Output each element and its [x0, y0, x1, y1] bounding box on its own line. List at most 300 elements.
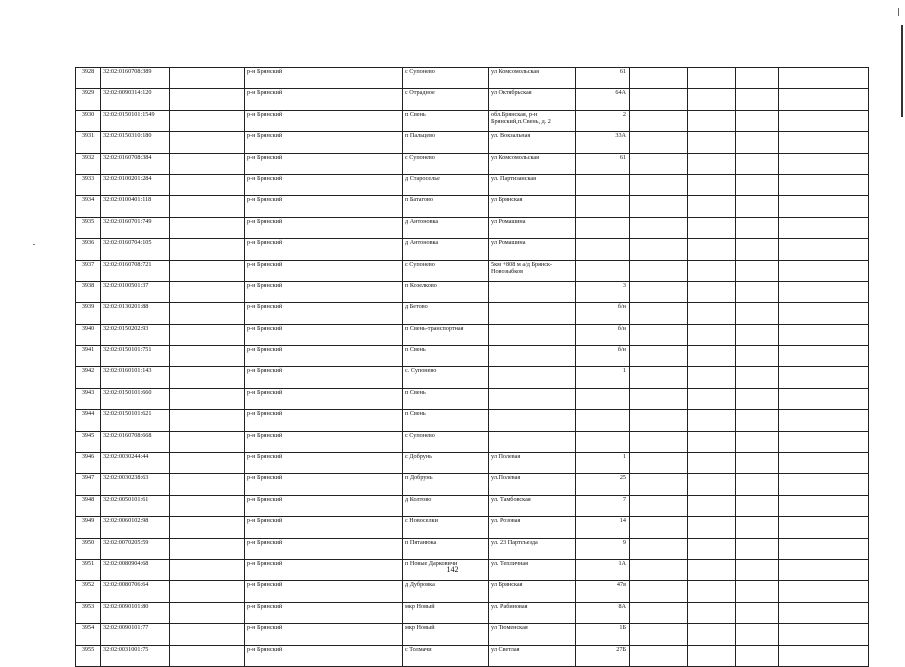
scan-edge-mark	[901, 25, 903, 117]
cadastral-number-cell: 32:02:0030244:44	[101, 453, 170, 474]
street-cell: ул Ромашина	[489, 217, 576, 238]
empty-cell	[630, 260, 688, 281]
empty-cell	[688, 346, 736, 367]
street-cell: ул Ромашина	[489, 239, 576, 260]
street-cell: ул. Розовая	[489, 517, 576, 538]
cadastral-number-cell: 32:02:0160704:105	[101, 239, 170, 260]
settlement-cell: с Супонево	[403, 260, 489, 281]
empty-cell	[170, 431, 245, 452]
settlement-cell: п Новые Дарковичи	[403, 559, 489, 580]
cadastral-number-cell: 32:02:0080904:68	[101, 559, 170, 580]
empty-cell	[630, 645, 688, 666]
settlement-cell: мкр Новый	[403, 624, 489, 645]
empty-cell	[630, 196, 688, 217]
street-cell: обл.Брянская, р-н Брянский,п.Свень, д. 2	[489, 110, 576, 131]
house-number-cell: 61	[576, 153, 630, 174]
house-number-cell	[576, 260, 630, 281]
empty-cell	[736, 495, 779, 516]
cadastral-number-cell: 32:02:0150101:621	[101, 410, 170, 431]
house-number-cell: 25	[576, 474, 630, 495]
settlement-cell: с Новоселки	[403, 517, 489, 538]
empty-cell	[170, 324, 245, 345]
street-cell	[489, 410, 576, 431]
table-row	[76, 260, 869, 281]
empty-cell	[736, 303, 779, 324]
cadastral-number-cell: 32:02:0160708:721	[101, 260, 170, 281]
table-row	[76, 324, 869, 345]
empty-cell	[779, 346, 869, 367]
cadastral-number-cell: 32:02:0160708:384	[101, 153, 170, 174]
empty-cell	[170, 303, 245, 324]
empty-cell	[736, 174, 779, 195]
empty-cell	[688, 517, 736, 538]
table-row	[76, 281, 869, 302]
district-cell: р-н Брянский	[245, 217, 403, 238]
settlement-cell: д Дубровка	[403, 581, 489, 602]
empty-cell	[736, 346, 779, 367]
district-cell: р-н Брянский	[245, 367, 403, 388]
cadastral-number-cell: 32:02:0150101:1549	[101, 110, 170, 131]
settlement-cell: с Супонево	[403, 68, 489, 89]
house-number-cell	[576, 174, 630, 195]
row-number-cell: 3942	[76, 367, 101, 388]
empty-cell	[779, 431, 869, 452]
empty-cell	[630, 453, 688, 474]
house-number-cell: 64А	[576, 89, 630, 110]
empty-cell	[630, 303, 688, 324]
street-cell: ул Полевая	[489, 453, 576, 474]
row-number-cell: 3955	[76, 645, 101, 666]
empty-cell	[688, 68, 736, 89]
empty-cell	[779, 196, 869, 217]
empty-cell	[688, 324, 736, 345]
empty-cell	[170, 474, 245, 495]
empty-cell	[688, 581, 736, 602]
cadastral-number-cell: 32:02:0160708:389	[101, 68, 170, 89]
table-row	[76, 174, 869, 195]
empty-cell	[630, 495, 688, 516]
empty-cell	[170, 260, 245, 281]
row-number-cell: 3931	[76, 132, 101, 153]
street-cell	[489, 431, 576, 452]
empty-cell	[779, 495, 869, 516]
empty-cell	[779, 538, 869, 559]
empty-cell	[170, 217, 245, 238]
empty-cell	[736, 110, 779, 131]
empty-cell	[630, 581, 688, 602]
street-cell: ул Тюменская	[489, 624, 576, 645]
empty-cell	[688, 431, 736, 452]
empty-cell	[779, 303, 869, 324]
house-number-cell: 27Б	[576, 645, 630, 666]
empty-cell	[688, 474, 736, 495]
settlement-cell: д Бетово	[403, 303, 489, 324]
empty-cell	[688, 538, 736, 559]
settlement-cell: п Добрунь	[403, 474, 489, 495]
street-cell: ул. Тепличная	[489, 559, 576, 580]
empty-cell	[630, 517, 688, 538]
cadastral-number-cell: 32:02:0100201:284	[101, 174, 170, 195]
empty-cell	[736, 68, 779, 89]
empty-cell	[779, 68, 869, 89]
cadastral-number-cell: 32:02:0090314:120	[101, 89, 170, 110]
cadastral-number-cell: 32:02:0100401:118	[101, 196, 170, 217]
row-number-cell: 3953	[76, 602, 101, 623]
empty-cell	[736, 388, 779, 409]
row-number-cell: 3936	[76, 239, 101, 260]
empty-cell	[170, 624, 245, 645]
district-cell: р-н Брянский	[245, 68, 403, 89]
street-cell: ул. Вокзальная	[489, 132, 576, 153]
house-number-cell: 1	[576, 367, 630, 388]
table-row	[76, 153, 869, 174]
row-number-cell: 3940	[76, 324, 101, 345]
cadastral-number-cell: 32:02:0090101:80	[101, 602, 170, 623]
table-row	[76, 132, 869, 153]
empty-cell	[630, 474, 688, 495]
empty-cell	[170, 581, 245, 602]
settlement-cell: п Козелково	[403, 281, 489, 302]
street-cell: ул. 23 Партсъезда	[489, 538, 576, 559]
table-row	[76, 645, 869, 666]
house-number-cell: 1	[576, 453, 630, 474]
house-number-cell	[576, 239, 630, 260]
settlement-cell: п Пятанюка	[403, 538, 489, 559]
empty-cell	[170, 153, 245, 174]
district-cell: р-н Брянский	[245, 153, 403, 174]
empty-cell	[736, 324, 779, 345]
empty-cell	[630, 110, 688, 131]
table-row	[76, 517, 869, 538]
cadastral-number-cell: 32:02:0150202:93	[101, 324, 170, 345]
house-number-cell: 1А	[576, 559, 630, 580]
cadastral-number-cell: 32:02:0070205:59	[101, 538, 170, 559]
table-row	[76, 303, 869, 324]
house-number-cell: б/н	[576, 303, 630, 324]
table-row	[76, 474, 869, 495]
table-row	[76, 581, 869, 602]
empty-cell	[630, 281, 688, 302]
table-row	[76, 538, 869, 559]
empty-cell	[736, 89, 779, 110]
settlement-cell: с Супонево	[403, 153, 489, 174]
empty-cell	[688, 645, 736, 666]
table-row	[76, 346, 869, 367]
empty-cell	[779, 474, 869, 495]
street-cell: ул. Рабиновая	[489, 602, 576, 623]
empty-cell	[779, 89, 869, 110]
empty-cell	[630, 624, 688, 645]
empty-cell	[736, 517, 779, 538]
house-number-cell: б/н	[576, 346, 630, 367]
row-number-cell: 3928	[76, 68, 101, 89]
row-number-cell: 3954	[76, 624, 101, 645]
empty-cell	[736, 196, 779, 217]
street-cell: ул.Полевая	[489, 474, 576, 495]
district-cell: р-н Брянский	[245, 89, 403, 110]
empty-cell	[779, 153, 869, 174]
empty-cell	[688, 410, 736, 431]
empty-cell	[630, 217, 688, 238]
scan-speck	[33, 244, 35, 245]
empty-cell	[170, 645, 245, 666]
empty-cell	[688, 89, 736, 110]
settlement-cell: с. Супонево	[403, 367, 489, 388]
empty-cell	[170, 517, 245, 538]
settlement-cell: п Свень	[403, 346, 489, 367]
empty-cell	[736, 538, 779, 559]
registry-table	[75, 67, 869, 667]
house-number-cell: 8А	[576, 602, 630, 623]
table-row	[76, 217, 869, 238]
empty-cell	[779, 645, 869, 666]
street-cell: ул Комсомольская	[489, 153, 576, 174]
district-cell: р-н Брянский	[245, 602, 403, 623]
empty-cell	[688, 132, 736, 153]
row-number-cell: 3933	[76, 174, 101, 195]
district-cell: р-н Брянский	[245, 196, 403, 217]
row-number-cell: 3938	[76, 281, 101, 302]
house-number-cell	[576, 196, 630, 217]
empty-cell	[688, 281, 736, 302]
empty-cell	[170, 367, 245, 388]
row-number-cell: 3948	[76, 495, 101, 516]
empty-cell	[736, 153, 779, 174]
settlement-cell: д Староселье	[403, 174, 489, 195]
empty-cell	[779, 517, 869, 538]
empty-cell	[170, 68, 245, 89]
empty-cell	[688, 602, 736, 623]
empty-cell	[170, 495, 245, 516]
district-cell: р-н Брянский	[245, 132, 403, 153]
empty-cell	[688, 388, 736, 409]
table-row	[76, 453, 869, 474]
cadastral-number-cell: 32:02:0050101:61	[101, 495, 170, 516]
empty-cell	[170, 602, 245, 623]
house-number-cell: 33А	[576, 132, 630, 153]
settlement-cell: п Пальцево	[403, 132, 489, 153]
cadastral-number-cell: 32:02:0160101:143	[101, 367, 170, 388]
row-number-cell: 3952	[76, 581, 101, 602]
settlement-cell: п Свень	[403, 388, 489, 409]
street-cell: ул Комсомольская	[489, 68, 576, 89]
cadastral-number-cell: 32:02:0080706:64	[101, 581, 170, 602]
empty-cell	[688, 367, 736, 388]
empty-cell	[736, 431, 779, 452]
empty-cell	[736, 581, 779, 602]
empty-cell	[779, 174, 869, 195]
district-cell: р-н Брянский	[245, 388, 403, 409]
empty-cell	[630, 132, 688, 153]
empty-cell	[170, 281, 245, 302]
empty-cell	[630, 239, 688, 260]
empty-cell	[736, 474, 779, 495]
empty-cell	[630, 174, 688, 195]
street-cell: ул Брянская	[489, 581, 576, 602]
table-row	[76, 431, 869, 452]
empty-cell	[688, 217, 736, 238]
row-number-cell: 3951	[76, 559, 101, 580]
empty-cell	[779, 324, 869, 345]
house-number-cell: 61	[576, 68, 630, 89]
row-number-cell: 3934	[76, 196, 101, 217]
empty-cell	[630, 410, 688, 431]
registry-table-body	[76, 68, 869, 667]
empty-cell	[779, 281, 869, 302]
empty-cell	[630, 538, 688, 559]
settlement-cell: с Толмачи	[403, 645, 489, 666]
empty-cell	[779, 410, 869, 431]
district-cell: р-н Брянский	[245, 346, 403, 367]
table-row	[76, 196, 869, 217]
empty-cell	[170, 174, 245, 195]
empty-cell	[736, 410, 779, 431]
empty-cell	[736, 367, 779, 388]
settlement-cell: с Добрунь	[403, 453, 489, 474]
house-number-cell	[576, 410, 630, 431]
street-cell: 5км +808 м а/д Брянск-Новозыбков	[489, 260, 576, 281]
empty-cell	[736, 645, 779, 666]
empty-cell	[736, 602, 779, 623]
row-number-cell: 3947	[76, 474, 101, 495]
row-number-cell: 3943	[76, 388, 101, 409]
district-cell: р-н Брянский	[245, 538, 403, 559]
table-row	[76, 110, 869, 131]
empty-cell	[630, 367, 688, 388]
empty-cell	[170, 388, 245, 409]
empty-cell	[688, 260, 736, 281]
empty-cell	[630, 431, 688, 452]
empty-cell	[688, 495, 736, 516]
cadastral-number-cell: 32:02:0130201:88	[101, 303, 170, 324]
district-cell: р-н Брянский	[245, 581, 403, 602]
empty-cell	[688, 303, 736, 324]
empty-cell	[779, 388, 869, 409]
table-row	[76, 495, 869, 516]
cadastral-number-cell: 32:02:0160708:668	[101, 431, 170, 452]
district-cell: р-н Брянский	[245, 431, 403, 452]
empty-cell	[779, 453, 869, 474]
street-cell: ул. Тамбовская	[489, 495, 576, 516]
street-cell: ул Светлая	[489, 645, 576, 666]
district-cell: р-н Брянский	[245, 260, 403, 281]
empty-cell	[630, 89, 688, 110]
cadastral-number-cell: 32:02:0150101:660	[101, 388, 170, 409]
empty-cell	[630, 388, 688, 409]
empty-cell	[170, 346, 245, 367]
settlement-cell: мкр Новый	[403, 602, 489, 623]
district-cell: р-н Брянский	[245, 495, 403, 516]
house-number-cell: 47в	[576, 581, 630, 602]
cadastral-number-cell: 32:02:0090101:77	[101, 624, 170, 645]
table-row	[76, 68, 869, 89]
row-number-cell: 3949	[76, 517, 101, 538]
empty-cell	[688, 624, 736, 645]
district-cell: р-н Брянский	[245, 645, 403, 666]
empty-cell	[779, 602, 869, 623]
house-number-cell: 2	[576, 110, 630, 131]
empty-cell	[630, 153, 688, 174]
district-cell: р-н Брянский	[245, 624, 403, 645]
row-number-cell: 3930	[76, 110, 101, 131]
empty-cell	[170, 132, 245, 153]
empty-cell	[736, 453, 779, 474]
empty-cell	[779, 217, 869, 238]
settlement-cell: д Антоновка	[403, 239, 489, 260]
row-number-cell: 3945	[76, 431, 101, 452]
cadastral-number-cell: 32:02:0030238:63	[101, 474, 170, 495]
street-cell: ул Брянская	[489, 196, 576, 217]
row-number-cell: 3937	[76, 260, 101, 281]
empty-cell	[170, 196, 245, 217]
settlement-cell: с Отрадное	[403, 89, 489, 110]
empty-cell	[688, 110, 736, 131]
street-cell	[489, 324, 576, 345]
settlement-cell: п Свень-транспортная	[403, 324, 489, 345]
settlement-cell: п Свень	[403, 410, 489, 431]
empty-cell	[736, 132, 779, 153]
house-number-cell: 9	[576, 538, 630, 559]
street-cell	[489, 281, 576, 302]
row-number-cell: 3944	[76, 410, 101, 431]
table-row	[76, 367, 869, 388]
empty-cell	[630, 324, 688, 345]
district-cell: р-н Брянский	[245, 559, 403, 580]
district-cell: р-н Брянский	[245, 517, 403, 538]
empty-cell	[779, 624, 869, 645]
row-number-cell: 3929	[76, 89, 101, 110]
empty-cell	[688, 239, 736, 260]
empty-cell	[779, 260, 869, 281]
table-row	[76, 410, 869, 431]
house-number-cell	[576, 431, 630, 452]
empty-cell	[779, 581, 869, 602]
settlement-cell: д Колтово	[403, 495, 489, 516]
empty-cell	[779, 367, 869, 388]
table-row	[76, 602, 869, 623]
district-cell: р-н Брянский	[245, 474, 403, 495]
empty-cell	[630, 68, 688, 89]
row-number-cell: 3941	[76, 346, 101, 367]
house-number-cell: 1Б	[576, 624, 630, 645]
empty-cell	[736, 281, 779, 302]
district-cell: р-н Брянский	[245, 303, 403, 324]
house-number-cell	[576, 217, 630, 238]
table-row	[76, 89, 869, 110]
house-number-cell: б/н	[576, 324, 630, 345]
table-row	[76, 388, 869, 409]
district-cell: р-н Брянский	[245, 453, 403, 474]
empty-cell	[779, 239, 869, 260]
district-cell: р-н Брянский	[245, 410, 403, 431]
cadastral-number-cell: 32:02:0100501:37	[101, 281, 170, 302]
house-number-cell	[576, 388, 630, 409]
page-number: 142	[446, 565, 459, 574]
table-row	[76, 624, 869, 645]
table-row	[76, 239, 869, 260]
empty-cell	[736, 217, 779, 238]
district-cell: р-н Брянский	[245, 174, 403, 195]
street-cell	[489, 388, 576, 409]
house-number-cell: 14	[576, 517, 630, 538]
empty-cell	[688, 174, 736, 195]
row-number-cell: 3935	[76, 217, 101, 238]
empty-cell	[736, 624, 779, 645]
settlement-cell: п Батагово	[403, 196, 489, 217]
district-cell: р-н Брянский	[245, 110, 403, 131]
cadastral-number-cell: 32:02:0031001:75	[101, 645, 170, 666]
street-cell	[489, 367, 576, 388]
